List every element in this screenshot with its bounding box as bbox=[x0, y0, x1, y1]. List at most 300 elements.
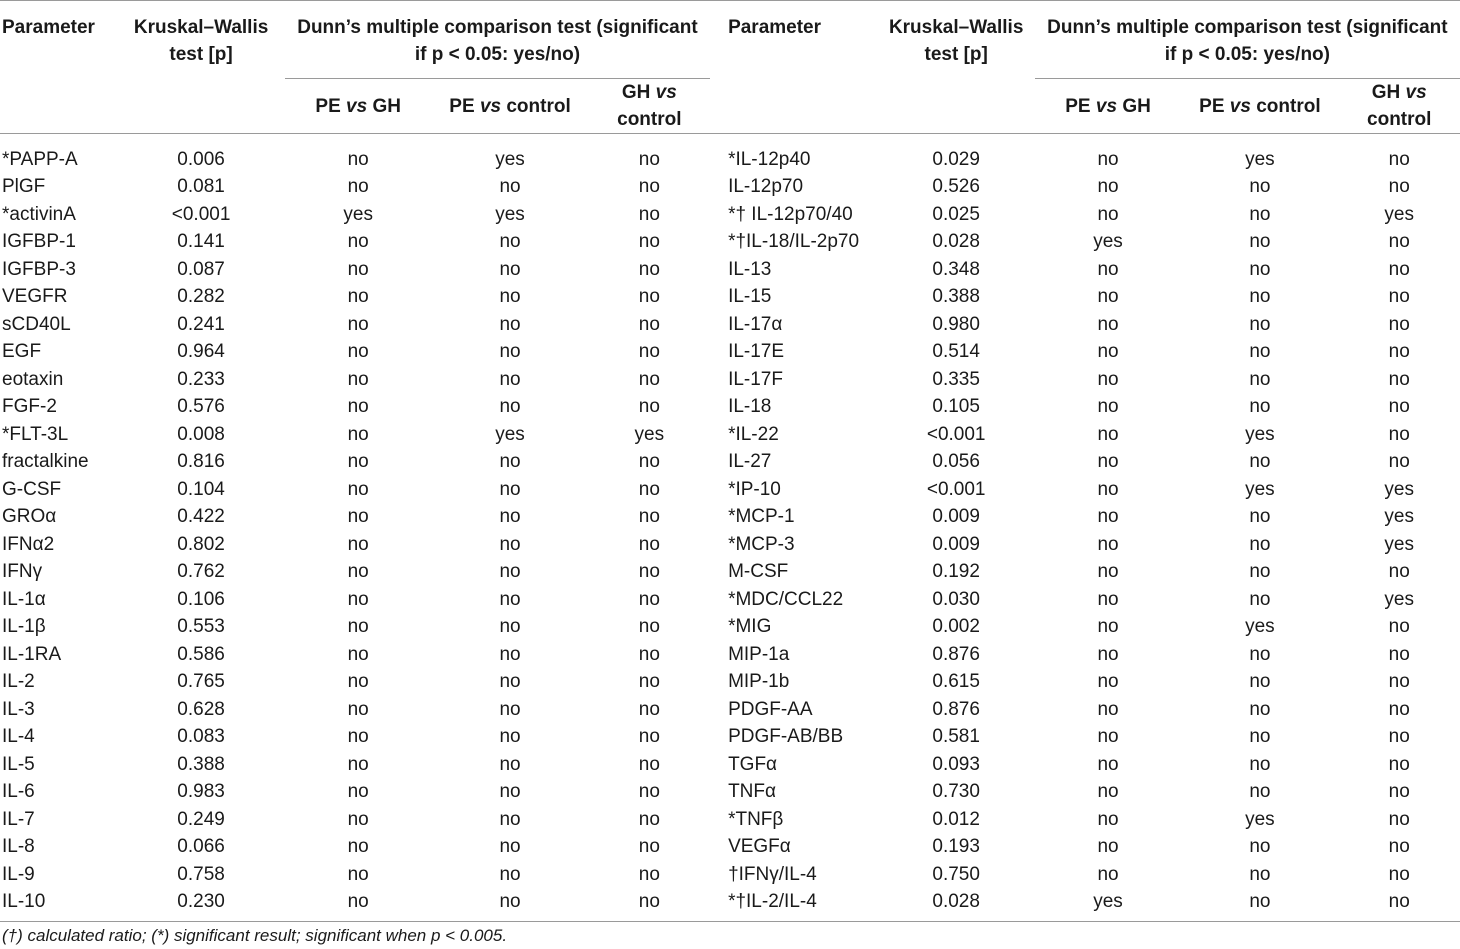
right-kruskal-wallis-p-cell: 0.876 bbox=[932, 698, 980, 720]
left-parameter-cell: IFNγ bbox=[2, 561, 43, 583]
table-row bbox=[0, 531, 1460, 559]
left-parameter-cell: IL-6 bbox=[2, 781, 35, 803]
right-gh-vs-control-cell: no bbox=[1388, 781, 1410, 803]
right-pe-vs-control-cell: no bbox=[1249, 451, 1271, 473]
right-parameter-cell: IL-12p70 bbox=[728, 176, 804, 198]
left-pe-vs-gh-cell: no bbox=[347, 588, 369, 610]
right-parameter-cell: M-CSF bbox=[728, 561, 789, 583]
right-kruskal-wallis-p-cell: 0.009 bbox=[932, 506, 980, 528]
left-pe-vs-gh-cell: no bbox=[347, 561, 369, 583]
left-parameter-cell: VEGFR bbox=[2, 286, 68, 308]
left-gh-vs-control-cell: no bbox=[638, 533, 660, 555]
table-row bbox=[0, 338, 1460, 366]
left-kruskal-wallis-p-cell: 0.553 bbox=[177, 616, 225, 638]
left-pe-vs-gh-cell: no bbox=[347, 258, 369, 280]
left-pe-vs-control-cell: yes bbox=[495, 149, 525, 170]
right-pe-vs-gh-cell: no bbox=[1097, 643, 1119, 665]
left-gh-vs-control-cell: no bbox=[638, 478, 660, 500]
left-kruskal-wallis-p-cell: 0.964 bbox=[177, 341, 225, 363]
right-parameter-cell: PDGF-AB/BB bbox=[728, 726, 844, 748]
right-gh-vs-control-cell: yes bbox=[1384, 533, 1414, 555]
right-pe-vs-gh-cell: no bbox=[1097, 396, 1119, 418]
left-gh-vs-control-cell: no bbox=[638, 836, 660, 858]
left-pe-vs-gh-cell: no bbox=[347, 726, 369, 748]
left-pe-vs-gh-cell: no bbox=[347, 313, 369, 335]
left-gh-vs-control-cell: no bbox=[638, 643, 660, 665]
left-pe-vs-gh-cell: no bbox=[347, 533, 369, 555]
right-pe-vs-gh-cell: no bbox=[1097, 203, 1119, 225]
left-parameter-cell: IFNα2 bbox=[2, 533, 55, 555]
subheader-pe-vs-control: PE vs control bbox=[1181, 79, 1338, 134]
left-pe-vs-control-cell: no bbox=[499, 533, 521, 555]
table-row bbox=[0, 888, 1460, 922]
left-pe-vs-control-cell: no bbox=[499, 561, 521, 583]
left-pe-vs-gh-cell: no bbox=[347, 176, 369, 198]
right-pe-vs-control-cell: no bbox=[1249, 561, 1271, 583]
left-gh-vs-control-cell: no bbox=[638, 313, 660, 335]
left-parameter-cell: FGF-2 bbox=[2, 396, 57, 418]
left-pe-vs-control-cell: no bbox=[499, 643, 521, 665]
right-parameter-cell: *TNFβ bbox=[728, 808, 784, 830]
left-parameter-cell: IL-2 bbox=[2, 671, 35, 693]
right-kruskal-wallis-p-cell: 0.002 bbox=[932, 616, 980, 638]
table-row bbox=[0, 366, 1460, 394]
right-gh-vs-control-cell: no bbox=[1388, 231, 1410, 253]
left-parameter-cell: EGF bbox=[2, 341, 42, 363]
right-pe-vs-gh-cell: no bbox=[1097, 533, 1119, 555]
left-gh-vs-control-cell: no bbox=[638, 341, 660, 363]
right-parameter-cell: IL-15 bbox=[728, 286, 772, 308]
left-pe-vs-gh-cell: no bbox=[347, 698, 369, 720]
left-pe-vs-gh-cell: no bbox=[347, 478, 369, 500]
right-pe-vs-control-cell: yes bbox=[1245, 478, 1275, 500]
kw-header-line2: test [p] bbox=[924, 44, 988, 65]
left-pe-vs-control-cell: no bbox=[499, 176, 521, 198]
left-pe-vs-control-cell: no bbox=[499, 451, 521, 473]
left-gh-vs-control-cell: no bbox=[638, 451, 660, 473]
left-gh-vs-control-cell: no bbox=[638, 781, 660, 803]
subheader-pe-vs-control: PE vs control bbox=[431, 79, 588, 134]
left-pe-vs-gh-cell: no bbox=[347, 891, 369, 912]
left-gh-vs-control-cell: no bbox=[638, 258, 660, 280]
right-kruskal-wallis-p-cell: 0.980 bbox=[932, 313, 980, 335]
right-parameter-cell: IL-17F bbox=[728, 368, 783, 390]
right-kruskal-wallis-p-cell: 0.335 bbox=[932, 368, 980, 390]
table-row bbox=[0, 696, 1460, 724]
parameter-header-label: Parameter bbox=[728, 17, 822, 38]
right-gh-vs-control-cell: no bbox=[1388, 396, 1410, 418]
left-kruskal-wallis-p-cell: 0.230 bbox=[177, 891, 225, 912]
table-row bbox=[0, 201, 1460, 229]
left-pe-vs-control-cell: no bbox=[499, 808, 521, 830]
right-gh-vs-control-cell: yes bbox=[1384, 588, 1414, 610]
right-pe-vs-control-cell: no bbox=[1249, 588, 1271, 610]
dunn-header-right bbox=[1035, 1, 1460, 79]
right-pe-vs-control-cell: yes bbox=[1245, 149, 1275, 170]
right-kruskal-wallis-p-cell: <0.001 bbox=[926, 478, 986, 500]
left-gh-vs-control-cell: no bbox=[638, 286, 660, 308]
right-pe-vs-control-cell: no bbox=[1249, 726, 1271, 748]
right-parameter-cell: *MCP-3 bbox=[728, 533, 795, 555]
left-gh-vs-control-cell: no bbox=[638, 231, 660, 253]
right-parameter-cell: VEGFα bbox=[728, 836, 791, 858]
left-kruskal-wallis-p-cell: 0.081 bbox=[177, 176, 225, 198]
left-kruskal-wallis-p-cell: 0.104 bbox=[177, 478, 225, 500]
left-parameter-cell: IL-8 bbox=[2, 836, 35, 858]
right-gh-vs-control-cell: no bbox=[1388, 561, 1410, 583]
right-pe-vs-gh-cell: no bbox=[1097, 451, 1119, 473]
left-parameter-cell: IL-4 bbox=[2, 726, 35, 748]
left-pe-vs-gh-cell: no bbox=[347, 808, 369, 830]
right-pe-vs-control-cell: no bbox=[1249, 643, 1271, 665]
right-parameter-cell: TNFα bbox=[728, 781, 776, 803]
left-pe-vs-control-cell: no bbox=[499, 616, 521, 638]
table-row bbox=[0, 613, 1460, 641]
right-kruskal-wallis-p-cell: 0.581 bbox=[932, 726, 980, 748]
right-kruskal-wallis-p-cell: 0.029 bbox=[932, 149, 980, 170]
right-pe-vs-control-cell: no bbox=[1249, 506, 1271, 528]
right-gh-vs-control-cell: no bbox=[1388, 836, 1410, 858]
table-row bbox=[0, 448, 1460, 476]
left-gh-vs-control-cell: no bbox=[638, 396, 660, 418]
right-pe-vs-gh-cell: no bbox=[1097, 368, 1119, 390]
left-pe-vs-gh-cell: no bbox=[347, 616, 369, 638]
right-pe-vs-control-cell: no bbox=[1249, 753, 1271, 775]
left-parameter-cell: *activinA bbox=[2, 203, 76, 225]
left-pe-vs-control-cell: no bbox=[499, 781, 521, 803]
right-pe-vs-control-cell: no bbox=[1249, 533, 1271, 555]
left-pe-vs-gh-cell: no bbox=[347, 451, 369, 473]
right-pe-vs-gh-cell: yes bbox=[1093, 231, 1123, 253]
right-parameter-cell: PDGF-AA bbox=[728, 698, 813, 720]
left-parameter-cell: IL-7 bbox=[2, 808, 35, 830]
right-parameter-cell: *†IL-18/IL-2p70 bbox=[728, 231, 860, 253]
right-kruskal-wallis-p-cell: 0.193 bbox=[932, 836, 980, 858]
left-kruskal-wallis-p-cell: 0.802 bbox=[177, 533, 225, 555]
left-pe-vs-control-cell: no bbox=[499, 671, 521, 693]
left-pe-vs-gh-cell: no bbox=[347, 368, 369, 390]
right-pe-vs-gh-cell: no bbox=[1097, 561, 1119, 583]
right-pe-vs-gh-cell: no bbox=[1097, 588, 1119, 610]
left-kruskal-wallis-p-cell: 0.141 bbox=[177, 231, 225, 253]
right-kruskal-wallis-p-cell: 0.192 bbox=[932, 561, 980, 583]
right-pe-vs-gh-cell: no bbox=[1097, 286, 1119, 308]
right-kruskal-wallis-p-cell: 0.750 bbox=[932, 863, 980, 885]
table-row bbox=[0, 558, 1460, 586]
table-row bbox=[0, 173, 1460, 201]
left-kruskal-wallis-p-cell: 0.106 bbox=[177, 588, 225, 610]
right-pe-vs-gh-cell: no bbox=[1097, 753, 1119, 775]
left-kruskal-wallis-p-cell: 0.233 bbox=[177, 368, 225, 390]
right-kruskal-wallis-p-cell: 0.093 bbox=[932, 753, 980, 775]
right-parameter-cell: *IL-12p40 bbox=[728, 149, 811, 170]
right-gh-vs-control-cell: no bbox=[1388, 286, 1410, 308]
right-gh-vs-control-cell: no bbox=[1388, 643, 1410, 665]
left-pe-vs-gh-cell: no bbox=[347, 671, 369, 693]
left-gh-vs-control-cell: yes bbox=[634, 423, 665, 445]
right-pe-vs-gh-cell: no bbox=[1097, 258, 1119, 280]
left-kruskal-wallis-p-cell: 0.983 bbox=[177, 781, 225, 803]
left-gh-vs-control-cell: no bbox=[638, 506, 660, 528]
table-body bbox=[0, 134, 1460, 922]
left-pe-vs-control-cell: no bbox=[499, 726, 521, 748]
left-pe-vs-control-cell: no bbox=[499, 753, 521, 775]
table-row bbox=[0, 503, 1460, 531]
left-pe-vs-control-cell: no bbox=[499, 368, 521, 390]
right-gh-vs-control-cell: no bbox=[1388, 313, 1410, 335]
left-kruskal-wallis-p-cell: 0.765 bbox=[177, 671, 225, 693]
left-gh-vs-control-cell: no bbox=[638, 671, 660, 693]
left-parameter-cell: IGFBP-1 bbox=[2, 231, 76, 253]
left-kruskal-wallis-p-cell: 0.241 bbox=[177, 313, 225, 335]
header-row bbox=[0, 1, 1460, 79]
table-row bbox=[0, 476, 1460, 504]
left-pe-vs-control-cell: yes bbox=[495, 423, 525, 445]
right-pe-vs-control-cell: no bbox=[1249, 863, 1271, 885]
right-parameter-cell: MIP-1b bbox=[728, 671, 790, 693]
right-kruskal-wallis-p-cell: 0.028 bbox=[932, 231, 980, 253]
table-row bbox=[0, 134, 1460, 174]
left-pe-vs-gh-cell: no bbox=[347, 836, 369, 858]
right-parameter-cell: *IP-10 bbox=[728, 478, 781, 500]
left-kruskal-wallis-p-cell: 0.576 bbox=[177, 396, 225, 418]
dunn-header-line1: Dunn’s multiple comparison test (significant bbox=[297, 17, 698, 38]
right-gh-vs-control-cell: no bbox=[1388, 451, 1410, 473]
left-gh-vs-control-cell: no bbox=[638, 726, 660, 748]
table-row bbox=[0, 641, 1460, 669]
left-pe-vs-control-cell: no bbox=[499, 286, 521, 308]
right-parameter-cell: IL-18 bbox=[728, 396, 772, 418]
right-pe-vs-control-cell: no bbox=[1249, 368, 1271, 390]
right-kruskal-wallis-p-cell: 0.056 bbox=[932, 451, 980, 473]
right-pe-vs-gh-cell: no bbox=[1097, 836, 1119, 858]
right-pe-vs-control-cell: no bbox=[1249, 836, 1271, 858]
left-parameter-cell: *FLT-3L bbox=[2, 423, 69, 445]
right-gh-vs-control-cell: no bbox=[1388, 258, 1410, 280]
right-kruskal-wallis-p-cell: 0.615 bbox=[932, 671, 980, 693]
left-gh-vs-control-cell: no bbox=[638, 203, 660, 225]
right-gh-vs-control-cell: no bbox=[1388, 726, 1410, 748]
left-gh-vs-control-cell: no bbox=[638, 698, 660, 720]
right-pe-vs-gh-cell: no bbox=[1097, 478, 1119, 500]
right-parameter-cell: †IFNγ/IL-4 bbox=[728, 863, 817, 885]
table-row bbox=[0, 311, 1460, 339]
right-pe-vs-control-cell: no bbox=[1249, 341, 1271, 363]
table-row bbox=[0, 778, 1460, 806]
right-parameter-cell: *IL-22 bbox=[728, 423, 779, 445]
table-row bbox=[0, 668, 1460, 696]
left-pe-vs-control-cell: yes bbox=[495, 203, 525, 225]
right-parameter-cell: IL-27 bbox=[728, 451, 772, 473]
left-pe-vs-gh-cell: no bbox=[347, 396, 369, 418]
subheader-pe-vs-gh: PE vs GH bbox=[1035, 79, 1182, 134]
right-parameter-cell: *MCP-1 bbox=[728, 506, 795, 528]
right-gh-vs-control-cell: yes bbox=[1384, 203, 1414, 225]
left-kruskal-wallis-p-cell: 0.628 bbox=[177, 698, 225, 720]
left-pe-vs-control-cell: no bbox=[499, 836, 521, 858]
left-pe-vs-control-cell: no bbox=[499, 313, 521, 335]
left-pe-vs-control-cell: no bbox=[499, 698, 521, 720]
right-pe-vs-gh-cell: no bbox=[1097, 698, 1119, 720]
left-pe-vs-gh-cell: no bbox=[347, 753, 369, 775]
right-pe-vs-gh-cell: no bbox=[1097, 176, 1119, 198]
left-parameter-cell: IL-1β bbox=[2, 616, 46, 638]
left-kruskal-wallis-p-cell: 0.008 bbox=[177, 423, 225, 445]
parameter-header-label: Parameter bbox=[2, 17, 95, 38]
left-pe-vs-gh-cell: no bbox=[347, 863, 369, 885]
left-parameter-cell: IL-1RA bbox=[2, 643, 62, 665]
dunn-header-left bbox=[285, 1, 710, 79]
left-parameter-cell: fractalkine bbox=[2, 451, 89, 473]
right-kruskal-wallis-p-cell: 0.348 bbox=[932, 258, 980, 280]
right-pe-vs-control-cell: yes bbox=[1245, 616, 1275, 638]
right-pe-vs-control-cell: yes bbox=[1245, 808, 1275, 830]
left-parameter-cell: IL-3 bbox=[2, 698, 35, 720]
right-pe-vs-control-cell: no bbox=[1249, 231, 1271, 253]
left-pe-vs-control-cell: no bbox=[499, 891, 521, 912]
right-kruskal-wallis-p-cell: 0.012 bbox=[932, 808, 980, 830]
left-gh-vs-control-cell: no bbox=[638, 753, 660, 775]
right-gh-vs-control-cell: yes bbox=[1384, 506, 1414, 528]
right-pe-vs-control-cell: no bbox=[1249, 781, 1271, 803]
right-pe-vs-gh-cell: no bbox=[1097, 616, 1119, 638]
right-kruskal-wallis-p-cell: <0.001 bbox=[926, 423, 986, 445]
right-parameter-cell: TGFα bbox=[728, 753, 778, 775]
right-pe-vs-control-cell: no bbox=[1249, 176, 1271, 198]
right-parameter-cell: IL-17E bbox=[728, 341, 785, 363]
left-gh-vs-control-cell: no bbox=[638, 176, 660, 198]
right-gh-vs-control-cell: no bbox=[1388, 616, 1410, 638]
left-parameter-cell: IL-1α bbox=[2, 588, 46, 610]
table-row bbox=[0, 861, 1460, 889]
table-row bbox=[0, 806, 1460, 834]
left-kruskal-wallis-p-cell: 0.282 bbox=[177, 286, 225, 308]
right-pe-vs-gh-cell: no bbox=[1097, 341, 1119, 363]
kruskal-wallis-header-right bbox=[878, 1, 1035, 134]
right-parameter-cell: *MDC/CCL22 bbox=[728, 588, 844, 610]
left-gh-vs-control-cell: no bbox=[638, 588, 660, 610]
right-pe-vs-gh-cell: no bbox=[1097, 671, 1119, 693]
table-row bbox=[0, 723, 1460, 751]
dunn-header-line2: if p < 0.05: yes/no) bbox=[414, 44, 581, 65]
left-pe-vs-control-cell: no bbox=[499, 506, 521, 528]
left-pe-vs-gh-cell: no bbox=[347, 231, 369, 253]
right-parameter-cell: MIP-1a bbox=[728, 643, 790, 665]
table-row bbox=[0, 228, 1460, 256]
left-gh-vs-control-cell: no bbox=[638, 891, 660, 912]
left-pe-vs-control-cell: no bbox=[499, 231, 521, 253]
right-parameter-cell: *† IL-12p70/40 bbox=[728, 203, 853, 225]
left-pe-vs-gh-cell: no bbox=[347, 149, 369, 170]
left-kruskal-wallis-p-cell: 0.816 bbox=[177, 451, 225, 473]
left-parameter-cell: eotaxin bbox=[2, 368, 64, 390]
table-row bbox=[0, 393, 1460, 421]
left-parameter-cell: G-CSF bbox=[2, 478, 62, 500]
left-parameter-cell: IGFBP-3 bbox=[2, 258, 76, 280]
parameter-header-right bbox=[710, 1, 878, 134]
left-gh-vs-control-cell: no bbox=[638, 616, 660, 638]
right-gh-vs-control-cell: no bbox=[1388, 891, 1410, 912]
left-kruskal-wallis-p-cell: 0.083 bbox=[177, 726, 225, 748]
right-pe-vs-gh-cell: no bbox=[1097, 808, 1119, 830]
left-gh-vs-control-cell: no bbox=[638, 561, 660, 583]
table-row bbox=[0, 833, 1460, 861]
right-pe-vs-control-cell: no bbox=[1249, 258, 1271, 280]
right-gh-vs-control-cell: no bbox=[1388, 149, 1410, 170]
left-gh-vs-control-cell: no bbox=[638, 808, 660, 830]
left-kruskal-wallis-p-cell: 0.249 bbox=[177, 808, 225, 830]
left-parameter-cell: *PAPP-A bbox=[2, 149, 78, 170]
right-pe-vs-gh-cell: no bbox=[1097, 781, 1119, 803]
right-parameter-cell: IL-17α bbox=[728, 313, 783, 335]
table-row bbox=[0, 586, 1460, 614]
right-gh-vs-control-cell: no bbox=[1388, 176, 1410, 198]
right-kruskal-wallis-p-cell: 0.025 bbox=[932, 203, 980, 225]
right-pe-vs-control-cell: no bbox=[1249, 313, 1271, 335]
left-pe-vs-control-cell: no bbox=[499, 588, 521, 610]
right-parameter-cell: *†IL-2/IL-4 bbox=[728, 891, 817, 912]
right-pe-vs-gh-cell: no bbox=[1097, 863, 1119, 885]
right-kruskal-wallis-p-cell: 0.730 bbox=[932, 781, 980, 803]
right-gh-vs-control-cell: no bbox=[1388, 863, 1410, 885]
kw-header-line1: Kruskal–Wallis bbox=[888, 17, 1024, 38]
left-gh-vs-control-cell: no bbox=[638, 368, 660, 390]
left-parameter-cell: sCD40L bbox=[2, 313, 71, 335]
left-pe-vs-gh-cell: yes bbox=[343, 203, 373, 225]
right-pe-vs-control-cell: no bbox=[1249, 891, 1271, 912]
left-kruskal-wallis-p-cell: <0.001 bbox=[171, 203, 231, 225]
right-kruskal-wallis-p-cell: 0.526 bbox=[932, 176, 980, 198]
right-kruskal-wallis-p-cell: 0.009 bbox=[932, 533, 980, 555]
right-gh-vs-control-cell: no bbox=[1388, 341, 1410, 363]
left-pe-vs-control-cell: no bbox=[499, 478, 521, 500]
parameter-header-left bbox=[0, 1, 117, 134]
left-gh-vs-control-cell: no bbox=[638, 863, 660, 885]
left-parameter-cell: IL-9 bbox=[2, 863, 35, 885]
left-kruskal-wallis-p-cell: 0.066 bbox=[177, 836, 225, 858]
left-kruskal-wallis-p-cell: 0.586 bbox=[177, 643, 225, 665]
right-gh-vs-control-cell: no bbox=[1388, 671, 1410, 693]
table-row bbox=[0, 751, 1460, 779]
table-footnote: (†) calculated ratio; (*) significant result; significant when p < 0.005. bbox=[2, 926, 508, 945]
table-row bbox=[0, 256, 1460, 284]
left-kruskal-wallis-p-cell: 0.762 bbox=[177, 561, 225, 583]
left-pe-vs-gh-cell: no bbox=[347, 341, 369, 363]
right-pe-vs-gh-cell: no bbox=[1097, 726, 1119, 748]
right-kruskal-wallis-p-cell: 0.030 bbox=[932, 588, 980, 610]
subheader-gh-vs-control: GH vs control bbox=[589, 79, 710, 134]
right-parameter-cell: IL-13 bbox=[728, 258, 772, 280]
right-gh-vs-control-cell: no bbox=[1388, 753, 1410, 775]
right-kruskal-wallis-p-cell: 0.388 bbox=[932, 286, 980, 308]
left-pe-vs-gh-cell: no bbox=[347, 506, 369, 528]
right-gh-vs-control-cell: no bbox=[1388, 808, 1410, 830]
left-kruskal-wallis-p-cell: 0.006 bbox=[177, 149, 225, 170]
kw-header-line2: test [p] bbox=[169, 44, 233, 65]
right-gh-vs-control-cell: no bbox=[1388, 698, 1410, 720]
left-parameter-cell: PlGF bbox=[2, 176, 46, 198]
right-pe-vs-control-cell: yes bbox=[1245, 423, 1275, 445]
left-pe-vs-control-cell: no bbox=[499, 341, 521, 363]
right-pe-vs-control-cell: no bbox=[1249, 671, 1271, 693]
table-row bbox=[0, 421, 1460, 449]
kruskal-wallis-header-left bbox=[117, 1, 285, 134]
left-pe-vs-gh-cell: no bbox=[347, 781, 369, 803]
right-pe-vs-control-cell: no bbox=[1249, 286, 1271, 308]
left-pe-vs-gh-cell: no bbox=[347, 643, 369, 665]
right-kruskal-wallis-p-cell: 0.028 bbox=[932, 891, 980, 912]
left-pe-vs-gh-cell: no bbox=[347, 286, 369, 308]
